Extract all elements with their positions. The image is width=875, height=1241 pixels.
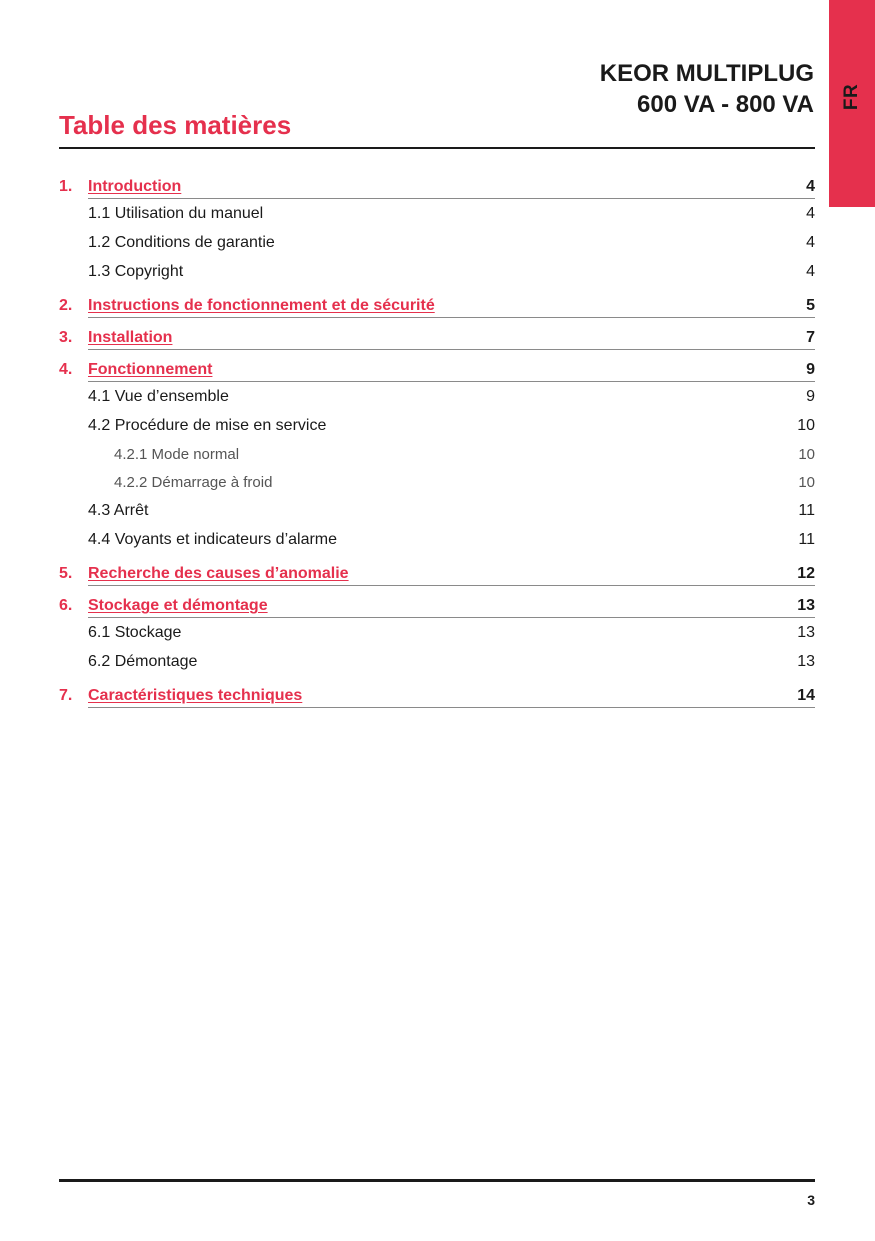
toc-entry-label: 4.2.2 Démarrage à froid bbox=[114, 474, 273, 491]
toc-section-link[interactable]: Instructions de fonctionnement et de sécurité bbox=[88, 297, 435, 314]
toc-entry-label: 1.3 Copyright bbox=[88, 263, 184, 280]
toc-section-number: 3. bbox=[59, 329, 73, 346]
toc-page-number: 13 bbox=[797, 624, 815, 641]
toc-entry-4-2-2[interactable] bbox=[59, 468, 815, 496]
footer-divider bbox=[59, 1179, 815, 1182]
toc-section-number: 5. bbox=[59, 565, 73, 582]
toc-page-number: 13 bbox=[797, 597, 815, 614]
toc-entry-label: 1.1 Utilisation du manuel bbox=[88, 205, 264, 222]
toc-page-number: 9 bbox=[806, 361, 815, 378]
toc-entry-label: 1.2 Conditions de garantie bbox=[88, 234, 275, 251]
toc-entry-1-1[interactable] bbox=[59, 199, 815, 228]
table-of-contents bbox=[59, 172, 815, 708]
toc-page-number: 5 bbox=[806, 297, 815, 314]
toc-section-6[interactable] bbox=[59, 591, 815, 618]
product-range: 600 VA - 800 VA bbox=[637, 91, 814, 118]
toc-entry-4-4[interactable] bbox=[59, 525, 815, 554]
toc-page-number: 9 bbox=[806, 388, 815, 405]
toc-entry-1-2[interactable] bbox=[59, 228, 815, 257]
toc-page-number: 10 bbox=[798, 474, 815, 491]
toc-section-2[interactable] bbox=[59, 291, 815, 318]
product-name: KEOR MULTIPLUG bbox=[599, 60, 814, 87]
toc-page-number: 10 bbox=[798, 446, 815, 463]
toc-title: Table des matières bbox=[59, 110, 292, 140]
toc-page-number: 4 bbox=[806, 263, 815, 280]
toc-page-number: 13 bbox=[797, 653, 815, 670]
toc-section-5[interactable] bbox=[59, 559, 815, 586]
language-tab bbox=[829, 0, 875, 207]
toc-entry-6-1[interactable] bbox=[59, 618, 815, 647]
toc-section-link[interactable]: Caractéristiques techniques bbox=[88, 687, 303, 704]
toc-entry-label: 6.1 Stockage bbox=[88, 624, 182, 641]
toc-section-number: 4. bbox=[59, 361, 73, 378]
toc-section-link[interactable]: Installation bbox=[88, 329, 173, 346]
product-title bbox=[600, 58, 814, 120]
toc-entry-label: 4.1 Vue d’ensemble bbox=[88, 388, 229, 405]
title-divider bbox=[59, 147, 815, 149]
toc-entry-label: 6.2 Démontage bbox=[88, 653, 198, 670]
toc-section-number: 7. bbox=[59, 687, 73, 704]
toc-entry-1-3[interactable] bbox=[59, 257, 815, 286]
page-number: 3 bbox=[807, 1192, 815, 1208]
toc-page-number: 4 bbox=[806, 178, 815, 195]
toc-section-link[interactable]: Recherche des causes d’anomalie bbox=[88, 565, 349, 582]
toc-entry-label: 4.2 Procédure de mise en service bbox=[88, 417, 327, 434]
toc-section-7[interactable] bbox=[59, 681, 815, 708]
toc-entry-4-2[interactable] bbox=[59, 411, 815, 440]
toc-section-link[interactable]: Fonctionnement bbox=[88, 361, 213, 378]
toc-section-4[interactable] bbox=[59, 355, 815, 382]
toc-entry-4-3[interactable] bbox=[59, 496, 815, 525]
toc-page-number: 14 bbox=[797, 687, 815, 704]
toc-section-link[interactable]: Stockage et démontage bbox=[88, 597, 268, 614]
toc-entry-label: 4.2.1 Mode normal bbox=[114, 446, 240, 463]
toc-page-number: 4 bbox=[806, 234, 815, 251]
toc-section-number: 1. bbox=[59, 178, 73, 195]
toc-entry-label: 4.3 Arrêt bbox=[88, 502, 149, 519]
toc-page-number: 7 bbox=[806, 329, 815, 346]
toc-entry-6-2[interactable] bbox=[59, 647, 815, 676]
toc-page-number: 11 bbox=[798, 502, 815, 519]
language-label: FR bbox=[840, 83, 862, 111]
toc-section-number: 6. bbox=[59, 597, 73, 614]
toc-page-number: 12 bbox=[797, 565, 815, 582]
toc-section-number: 2. bbox=[59, 297, 73, 314]
toc-page-number: 4 bbox=[806, 205, 815, 222]
toc-entry-4-2-1[interactable] bbox=[59, 440, 815, 468]
toc-entry-4-1[interactable] bbox=[59, 382, 815, 411]
toc-section-3[interactable] bbox=[59, 323, 815, 350]
toc-section-1[interactable] bbox=[59, 172, 815, 199]
toc-page-number: 11 bbox=[798, 531, 815, 548]
toc-entry-label: 4.4 Voyants et indicateurs d’alarme bbox=[88, 531, 338, 548]
toc-page-number: 10 bbox=[797, 417, 815, 434]
toc-section-link[interactable]: Introduction bbox=[88, 178, 182, 195]
